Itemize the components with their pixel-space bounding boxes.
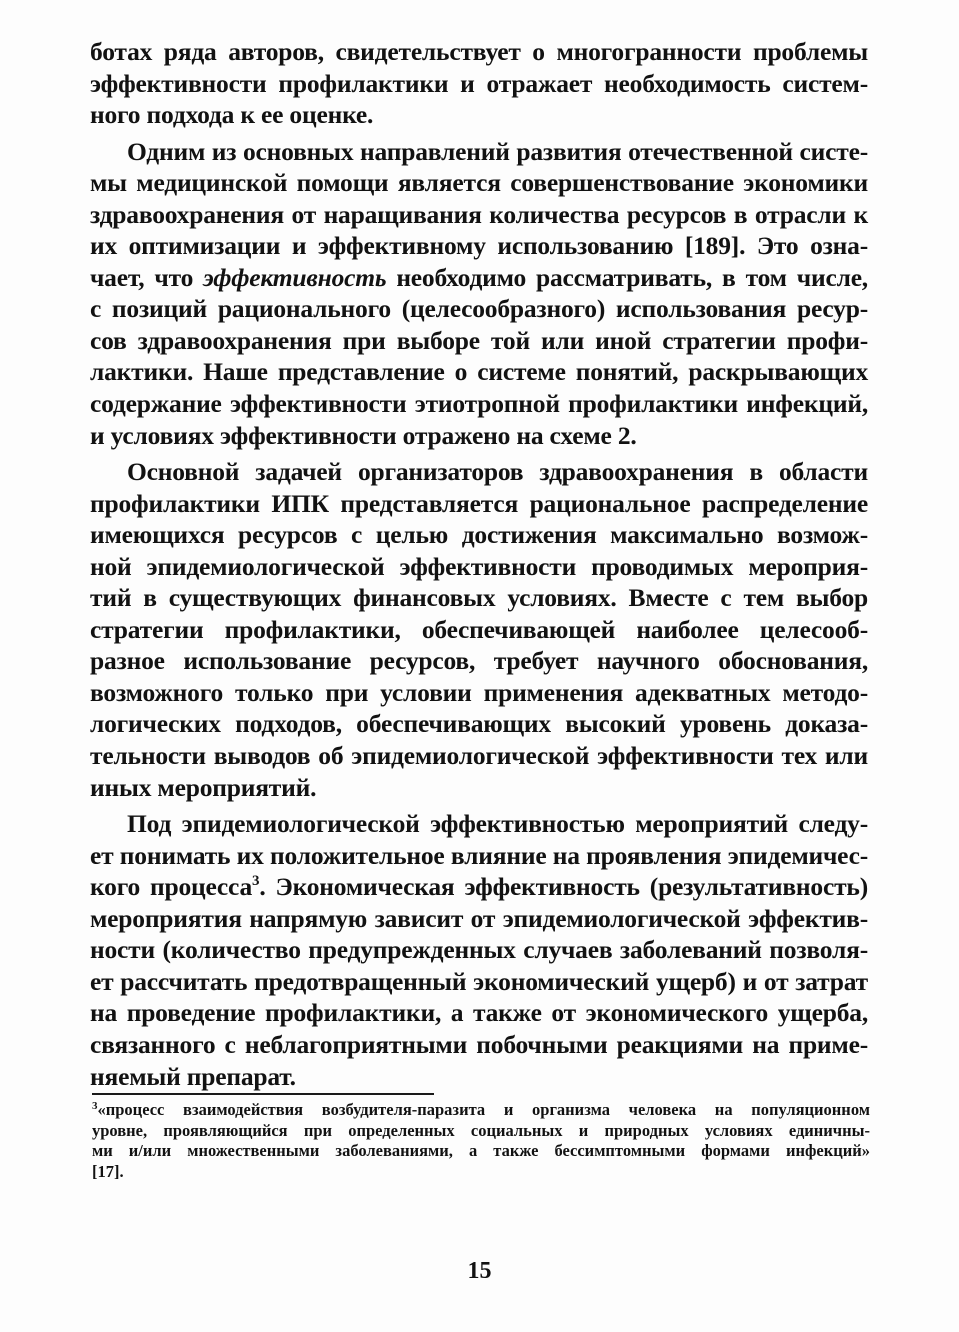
text-line: здравоохранения от наращивания количества ресурсов в отрасли к: [90, 199, 868, 229]
text-line: иных мероприятий.: [90, 772, 317, 802]
text-line: ности (количество предупрежденных случаев заболеваний позволя-: [90, 935, 868, 965]
text-line: няемый препарат.: [90, 1061, 296, 1091]
footnote-line: ми и/или множественными заболеваниями, а также бессимптомными формами инфекций»: [92, 1141, 870, 1160]
text-line: мы медицинской помощи является совершенствование экономики: [90, 168, 868, 198]
text-line: [90, 871, 868, 903]
text-line: и условиях эффективности отражено на схеме 2.: [90, 420, 637, 450]
text-line: возможного только при условии применения адекватных методо-: [90, 677, 868, 707]
text-line: эффективности профилактики и отражает необходимость систем-: [90, 68, 868, 98]
footnote-reference[interactable]: 3: [252, 873, 260, 890]
footnote: [92, 1100, 870, 1182]
text-line: профилактики ИПК представляется рациональное распределение: [90, 488, 868, 518]
text-line: Одним из основных направлений развития отечественной систе-: [127, 136, 868, 166]
text-line: на проведение профилактики, а также от экономического ущерба,: [90, 998, 868, 1028]
paragraph: [90, 36, 868, 131]
body-text: [90, 36, 868, 1092]
text-line: ет понимать их положительное влияние на проявления эпидемичес-: [90, 840, 868, 870]
text-line: содержание эффективности этиотропной профилактики инфекций,: [90, 389, 868, 419]
text-line: их оптимизации и эффективному использованию [189]. Это озна-: [90, 231, 868, 261]
text-line: Под эпидемиологической эффективностью мероприятий следу-: [127, 809, 868, 839]
text-line: стратегии профилактики, обеспечивающей наиболее целесооб-: [90, 614, 868, 644]
text-line: Основной задачей организаторов здравоохранения в области: [127, 457, 868, 487]
text-line: ного подхода к ее оценке.: [90, 100, 374, 130]
text-line: имеющихся ресурсов с целью достижения максимально возмож-: [90, 520, 868, 550]
text-run: необходимо рассматривать, в том числе,: [386, 262, 868, 292]
text-run: чает, что: [90, 262, 204, 292]
text-line: логических подходов, обеспечивающих высокий уровень доказа-: [90, 709, 868, 739]
text-line: [90, 262, 868, 294]
text-run: «процесс взаимодействия возбудителя-паразита и организма человека на популяционном: [97, 1100, 870, 1119]
text-line: лактики. Наше представление о системе понятий, раскрывающих: [90, 357, 868, 387]
footnote-divider: [92, 1093, 434, 1095]
text-line: тельности выводов об эпидемиологической эффективности тех или: [90, 741, 868, 771]
footnote-line: [92, 1100, 870, 1121]
text-run: . Экономическая эффективность (результативность): [259, 872, 868, 902]
footnote-line: [17].: [92, 1161, 124, 1181]
text-line: ботах ряда авторов, свидетельствует о многогранности проблемы: [90, 37, 868, 66]
text-line: связанного с неблагоприятными побочными реакциями на приме-: [90, 1029, 868, 1059]
text-line: ной эпидемиологической эффективности проводимых мероприя-: [90, 551, 868, 581]
text-line: ет рассчитать предотвращенный экономический ущерб) и от затрат: [90, 966, 868, 996]
paragraph: [90, 136, 868, 451]
footnote-mark: 3: [92, 1100, 98, 1112]
page-number: 15: [467, 1258, 492, 1284]
text-run: кого процесса: [90, 872, 253, 902]
paragraph: [90, 456, 868, 803]
footnote-line: уровне, проявляющийся при определенных социальных и природных условиях единичны-: [92, 1120, 870, 1140]
text-line: с позиций рационального (целесообразного) использования ресур-: [90, 294, 868, 324]
text-line: мероприятия напрямую зависит от эпидемиологической эффектив-: [90, 903, 868, 933]
emphasized-term: эффективность: [203, 262, 387, 292]
text-line: тий в существующих финансовых условиях. Вместе с тем выбор: [90, 583, 868, 613]
text-line: разное использование ресурсов, требует научного обоснования,: [90, 646, 868, 676]
text-line: сов здравоохранения при выборе той или иной стратегии профи-: [90, 325, 868, 355]
paragraph: [90, 808, 868, 1092]
